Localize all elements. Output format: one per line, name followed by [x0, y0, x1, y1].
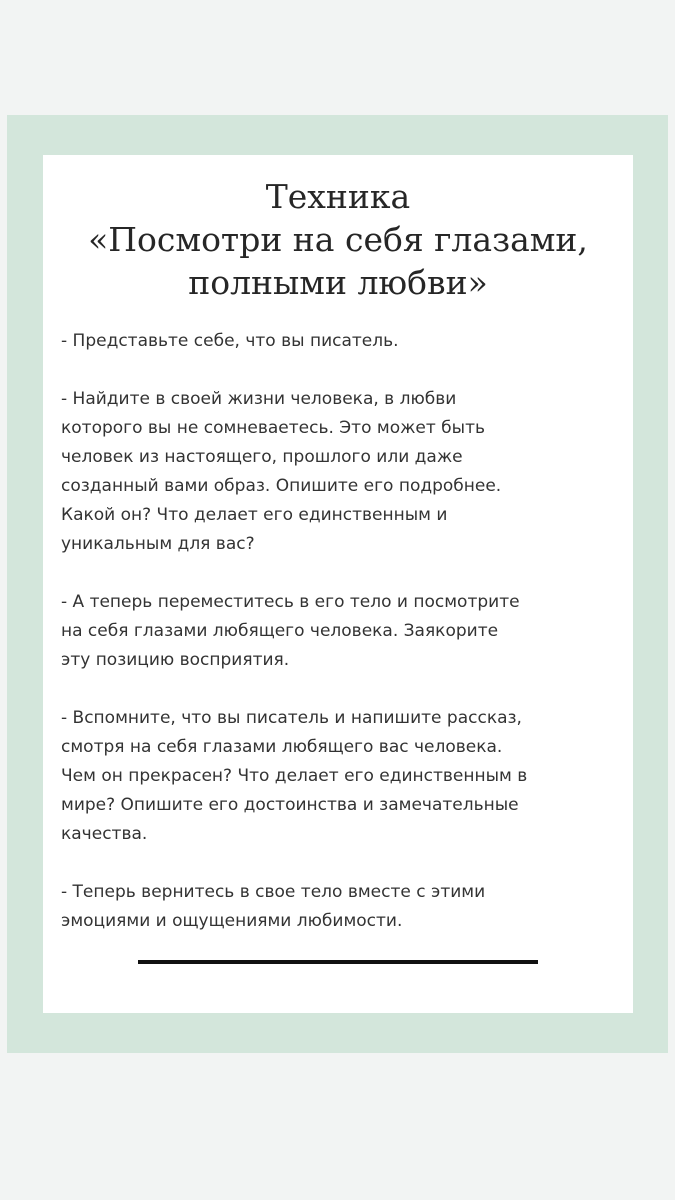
text-line: Чем он прекрасен? Что делает его единственным в [61, 766, 528, 786]
text-line: эмоциями и ощущениями любимости. [61, 911, 403, 931]
text-line: смотря на себя глазами любящего вас человека. [61, 737, 503, 757]
text-line: - А теперь переместитесь в его тело и посмотрите [61, 592, 520, 612]
content-card [43, 155, 633, 1013]
text-line: человек из настоящего, прошлого или даже [61, 447, 463, 467]
text-line: созданный вами образ. Опишите его подробнее. [61, 476, 502, 496]
paragraph-2 [61, 385, 623, 559]
text-line: - Представьте себе, что вы писатель. [61, 331, 399, 351]
text-line: мире? Опишите его достоинства и замечательные [61, 795, 519, 815]
instructions-body [61, 327, 623, 965]
text-line: эту позицию восприятия. [61, 650, 290, 670]
title-line: Техника [265, 177, 411, 216]
text-line: - Теперь вернитесь в свое тело вместе с этими [61, 882, 486, 902]
text-line: качества. [61, 824, 148, 844]
text-line: Какой он? Что делает его единственным и [61, 505, 448, 525]
text-line: уникальным для вас? [61, 534, 255, 554]
text-line: на себя глазами любящего человека. Заякорите [61, 621, 499, 641]
paragraph-5 [61, 878, 623, 936]
paragraph-4 [61, 704, 623, 849]
paragraph-1 [61, 327, 623, 356]
title-line: полными любви» [188, 263, 488, 302]
paragraph-3 [61, 588, 623, 675]
page-title [43, 175, 633, 304]
title-line: «Посмотри на себя глазами, [88, 220, 588, 259]
text-line: которого вы не сомневаетесь. Это может быть [61, 418, 486, 438]
text-line: - Найдите в своей жизни человека, в любви [61, 389, 457, 409]
text-line: - Вспомните, что вы писатель и напишите рассказ, [61, 708, 522, 728]
bottom-divider [138, 960, 538, 964]
